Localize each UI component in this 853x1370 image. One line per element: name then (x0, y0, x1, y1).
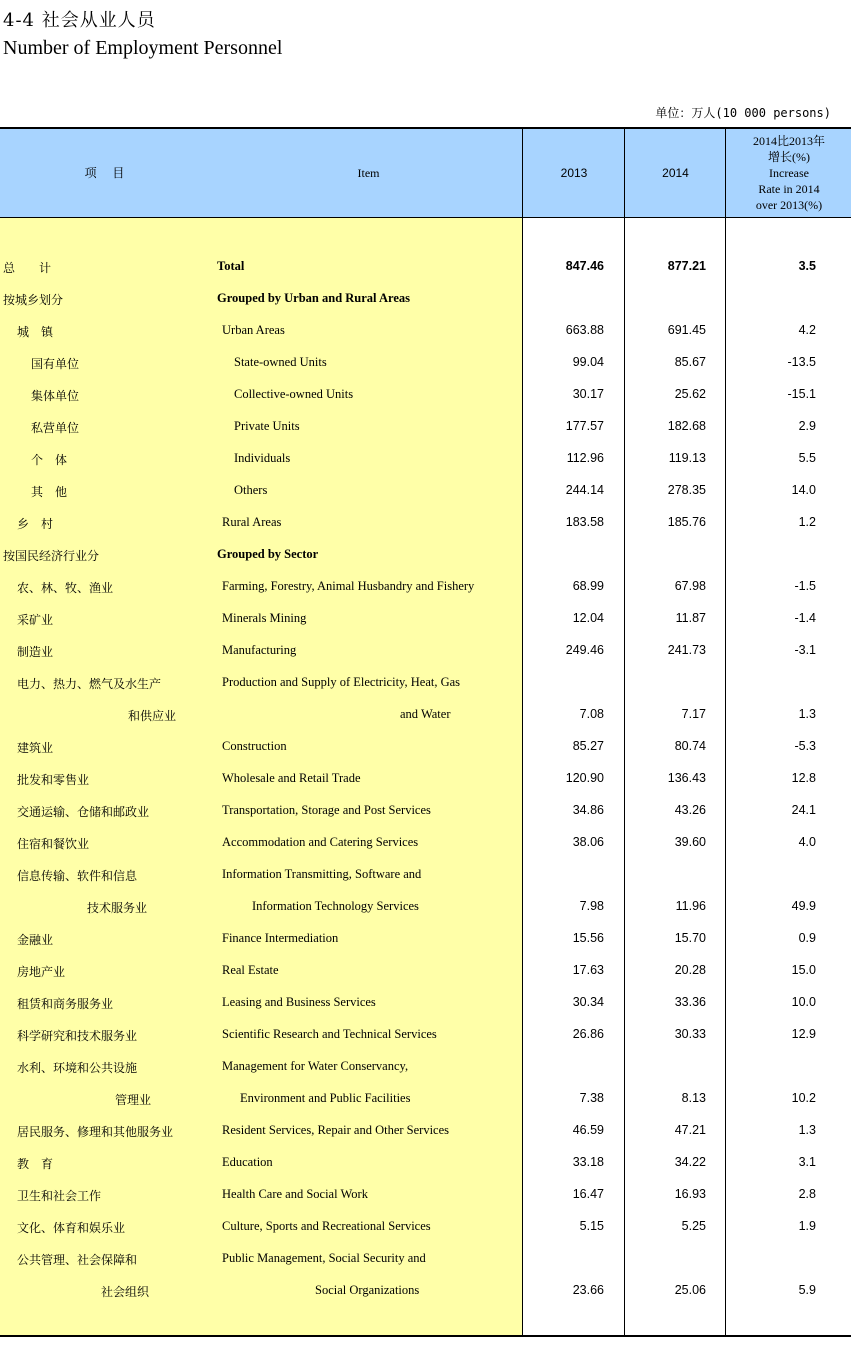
row-label-en: Culture, Sports and Recreational Services (222, 1219, 431, 1233)
row-label-en: Education (222, 1155, 273, 1169)
table-row (0, 1185, 851, 1205)
value-2014: 47.21 (674, 1123, 706, 1137)
row-label-zh: 乡 村 (17, 517, 54, 531)
value-2013: 16.47 (572, 1187, 604, 1201)
header-item-zh: 项 目 (84, 166, 131, 180)
row-label-en: Production and Supply of Electricity, Heat, Gas (222, 675, 461, 689)
table-row (0, 801, 851, 821)
value-2014: 877.21 (667, 259, 706, 273)
row-label-zh: 其 他 (31, 485, 68, 499)
row-label-zh: 水利、环境和公共设施 (17, 1061, 138, 1075)
value-2014: 34.22 (674, 1155, 706, 1169)
value-2014: 85.67 (674, 355, 706, 369)
value-increase-rate: -15.1 (787, 387, 816, 401)
header-rate-line: 2014比2013年 (752, 134, 825, 148)
table-row (0, 769, 851, 789)
row-label-en: Collective-owned Units (234, 387, 354, 401)
value-increase-rate: 12.9 (791, 1027, 816, 1041)
value-2014: 11.96 (675, 899, 706, 913)
row-label-en: and Water (400, 707, 451, 721)
table-row (0, 1025, 851, 1045)
value-2014: 136.43 (667, 771, 706, 785)
value-increase-rate: 24.1 (791, 803, 816, 817)
value-2013: 30.17 (572, 387, 604, 401)
row-label-en: Rural Areas (222, 515, 282, 529)
value-2013: 7.38 (579, 1091, 604, 1105)
value-2013: 120.90 (565, 771, 604, 785)
table-row (0, 1089, 851, 1109)
row-label-zh: 电力、热力、燃气及水生产 (17, 677, 162, 691)
table-row (0, 673, 851, 693)
table-header (0, 129, 851, 218)
value-2013: 249.46 (565, 643, 604, 657)
table-row (0, 641, 851, 661)
page-title-en: Number of Employment Personnel (3, 37, 283, 59)
value-2013: 847.46 (565, 259, 604, 273)
table-row (0, 289, 851, 309)
row-label-zh: 总 计 (3, 261, 52, 275)
value-2013: 38.06 (572, 835, 604, 849)
value-2013: 5.15 (579, 1219, 604, 1233)
row-label-en: Others (234, 483, 268, 497)
table-row (0, 321, 851, 341)
value-2014: 11.87 (675, 611, 706, 625)
row-label-zh: 农、林、牧、渔业 (17, 581, 114, 595)
table-row (0, 385, 851, 405)
value-2013: 183.58 (565, 515, 604, 529)
table-row (0, 417, 851, 437)
row-label-en: Wholesale and Retail Trade (222, 771, 361, 785)
value-2013: 34.86 (572, 803, 604, 817)
table-row (0, 1153, 851, 1173)
table-row (0, 257, 851, 277)
value-2013: 7.98 (579, 899, 604, 913)
value-2014: 185.76 (667, 515, 706, 529)
unit-label: 单位：万人(10 000 persons) (655, 106, 831, 120)
table-row (0, 577, 851, 597)
row-label-en: Finance Intermediation (222, 931, 339, 945)
value-increase-rate: 1.3 (798, 1123, 816, 1137)
header-item-en: Item (357, 166, 380, 180)
table-row (0, 481, 851, 501)
value-increase-rate: 12.8 (791, 771, 816, 785)
value-2013: 244.14 (565, 483, 604, 497)
value-2013: 46.59 (572, 1123, 604, 1137)
row-label-zh: 采矿业 (17, 613, 54, 627)
row-label-zh: 私营单位 (31, 421, 80, 435)
value-increase-rate: 3.5 (798, 259, 816, 273)
row-label-en: Social Organizations (315, 1283, 420, 1297)
row-label-en: Grouped by Sector (217, 547, 319, 561)
page-title-zh: 4-4 社会从业人员 (3, 10, 156, 31)
row-label-en: Resident Services, Repair and Other Services (222, 1123, 450, 1137)
value-2014: 25.06 (674, 1283, 706, 1297)
value-2014: 278.35 (667, 483, 706, 497)
value-2013: 12.04 (572, 611, 604, 625)
table-row (0, 865, 851, 885)
row-label-zh: 批发和零售业 (17, 773, 90, 787)
value-2014: 25.62 (674, 387, 706, 401)
header-rate-line: Increase (769, 166, 809, 180)
row-label-zh: 个 体 (31, 453, 68, 467)
value-increase-rate: 5.9 (798, 1283, 816, 1297)
value-increase-rate: 1.9 (798, 1219, 816, 1233)
row-label-zh: 教 育 (17, 1157, 54, 1171)
value-increase-rate: 1.3 (798, 707, 816, 721)
value-2014: 39.60 (674, 835, 706, 849)
row-label-zh: 制造业 (17, 645, 54, 659)
row-label-zh: 按城乡划分 (3, 293, 64, 307)
table-row (0, 993, 851, 1013)
value-2014: 30.33 (674, 1027, 706, 1041)
row-label-en: Urban Areas (222, 323, 285, 337)
header-2013: 2013 (522, 129, 625, 217)
table-row (0, 961, 851, 981)
row-label-en: Grouped by Urban and Rural Areas (217, 291, 410, 305)
row-label-zh: 公共管理、社会保障和 (17, 1253, 138, 1267)
value-increase-rate: 10.0 (791, 995, 816, 1009)
value-increase-rate: 3.1 (798, 1155, 816, 1169)
row-label-en: Real Estate (222, 963, 279, 977)
table-row (0, 1121, 851, 1141)
row-label-zh: 按国民经济行业分 (3, 549, 100, 563)
table-row (0, 545, 851, 565)
value-increase-rate: -13.5 (787, 355, 816, 369)
row-label-zh: 管理业 (115, 1093, 152, 1107)
row-label-en: Public Management, Social Security and (222, 1251, 426, 1265)
table-row (0, 513, 851, 533)
value-increase-rate: -3.1 (794, 643, 816, 657)
row-label-zh: 住宿和餐饮业 (17, 837, 90, 851)
header-rate-line: over 2013(%) (755, 198, 823, 212)
row-label-zh: 房地产业 (17, 965, 66, 979)
value-2014: 20.28 (674, 963, 706, 977)
row-label-en: Individuals (234, 451, 291, 465)
value-increase-rate: 4.0 (798, 835, 816, 849)
value-2013: 33.18 (572, 1155, 604, 1169)
row-label-zh: 卫生和社会工作 (17, 1189, 102, 1203)
value-increase-rate: 15.0 (791, 963, 816, 977)
row-label-zh: 租赁和商务服务业 (17, 997, 114, 1011)
value-2014: 15.70 (674, 931, 706, 945)
value-2014: 43.26 (674, 803, 706, 817)
value-2013: 112.96 (566, 451, 604, 465)
value-2013: 26.86 (572, 1027, 604, 1041)
value-2013: 68.99 (572, 579, 604, 593)
value-2013: 15.56 (572, 931, 604, 945)
value-2014: 8.13 (681, 1091, 706, 1105)
row-label-zh: 技术服务业 (87, 901, 148, 915)
value-2014: 241.73 (667, 643, 706, 657)
row-label-zh: 文化、体育和娱乐业 (17, 1221, 126, 1235)
value-increase-rate: 4.2 (798, 323, 816, 337)
row-label-en: Accommodation and Catering Services (222, 835, 419, 849)
row-label-en: Private Units (234, 419, 300, 433)
table-row (0, 1217, 851, 1237)
table-row (0, 1249, 851, 1269)
table-row (0, 737, 851, 757)
value-2013: 23.66 (572, 1283, 604, 1297)
row-label-en: Leasing and Business Services (222, 995, 376, 1009)
value-increase-rate: 2.8 (798, 1187, 816, 1201)
table-bottom-rule (0, 1335, 851, 1337)
row-label-en: Minerals Mining (222, 611, 307, 625)
row-label-zh: 居民服务、修理和其他服务业 (17, 1125, 174, 1139)
row-label-zh: 社会组织 (101, 1285, 150, 1299)
row-label-en: Manufacturing (222, 643, 297, 657)
value-2013: 177.57 (565, 419, 604, 433)
row-label-zh: 信息传输、软件和信息 (17, 869, 138, 883)
value-increase-rate: 49.9 (791, 899, 816, 913)
value-2014: 80.74 (674, 739, 706, 753)
value-increase-rate: 5.5 (798, 451, 816, 465)
value-2013: 663.88 (565, 323, 604, 337)
row-label-zh: 交通运输、仓储和邮政业 (17, 805, 150, 819)
header-2014: 2014 (624, 129, 726, 217)
row-label-en: Health Care and Social Work (222, 1187, 368, 1201)
row-label-en: Environment and Public Facilities (240, 1091, 411, 1105)
row-label-zh: 金融业 (17, 933, 54, 947)
table-row (0, 1057, 851, 1077)
row-label-en: Farming, Forestry, Animal Husbandry and Fishery (222, 579, 475, 593)
value-increase-rate: 14.0 (791, 483, 816, 497)
value-2013: 17.63 (572, 963, 604, 977)
value-2014: 16.93 (674, 1187, 706, 1201)
table-row (0, 353, 851, 373)
row-label-zh: 和供应业 (128, 709, 177, 723)
value-2013: 99.04 (572, 355, 604, 369)
row-label-zh: 科学研究和技术服务业 (17, 1029, 138, 1043)
table-row (0, 833, 851, 853)
value-2013: 30.34 (572, 995, 604, 1009)
value-2014: 691.45 (667, 323, 706, 337)
header-increase-rate (725, 129, 852, 217)
value-increase-rate: 2.9 (798, 419, 816, 433)
table-row (0, 1281, 851, 1301)
header-rate-line: Rate in 2014 (758, 182, 820, 196)
row-label-en: Transportation, Storage and Post Services (222, 803, 431, 817)
row-label-zh: 建筑业 (17, 741, 54, 755)
row-label-en: State-owned Units (234, 355, 327, 369)
table-row (0, 609, 851, 629)
header-rate-line: 增长(%) (767, 150, 810, 164)
row-label-en: Information Transmitting, Software and (222, 867, 422, 881)
table-row (0, 449, 851, 469)
table-row (0, 897, 851, 917)
table-row (0, 929, 851, 949)
value-2014: 119.13 (668, 451, 706, 465)
value-increase-rate: 10.2 (791, 1091, 816, 1105)
row-label-en: Construction (222, 739, 287, 753)
row-label-en: Information Technology Services (252, 899, 419, 913)
value-2014: 7.17 (681, 707, 706, 721)
row-label-en: Scientific Research and Technical Services (222, 1027, 437, 1041)
row-label-zh: 集体单位 (31, 389, 80, 403)
employment-table (0, 127, 851, 1338)
value-2014: 67.98 (674, 579, 706, 593)
row-label-en: Total (217, 259, 245, 273)
row-label-en: Management for Water Conservancy, (222, 1059, 409, 1073)
value-increase-rate: 1.2 (798, 515, 816, 529)
value-2014: 182.68 (667, 419, 706, 433)
value-2013: 85.27 (572, 739, 604, 753)
table-row (0, 705, 851, 725)
row-label-zh: 城 镇 (17, 325, 54, 339)
value-increase-rate: -1.4 (794, 611, 816, 625)
value-2014: 33.36 (674, 995, 706, 1009)
row-label-zh: 国有单位 (31, 357, 80, 371)
value-2013: 7.08 (579, 707, 604, 721)
value-increase-rate: -5.3 (794, 739, 816, 753)
value-increase-rate: -1.5 (794, 579, 816, 593)
value-increase-rate: 0.9 (798, 931, 816, 945)
value-2014: 5.25 (681, 1219, 706, 1233)
